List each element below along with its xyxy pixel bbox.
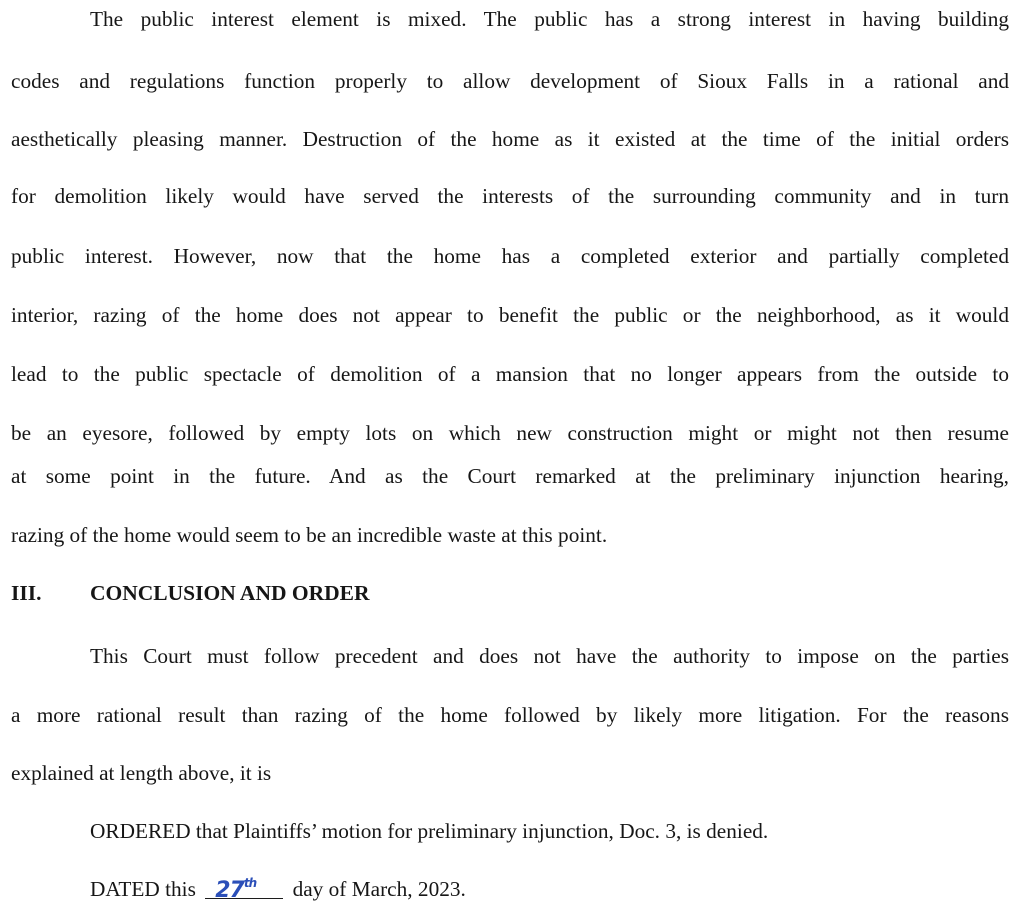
- paragraph-line: lead to the public spectacle of demolition of a mansion that no longer appears from the outside to: [11, 362, 1009, 386]
- paragraph-line: codes and regulations function properly to allow development of Sioux Falls in a rational and: [11, 69, 1009, 93]
- dated-suffix: day of March, 2023.: [292, 877, 466, 901]
- paragraph-line: aesthetically pleasing manner. Destruction of the home as it existed at the time of the initial orders: [11, 127, 1009, 151]
- paragraph-line: be an eyesore, followed by empty lots on which new construction might or might not then resume: [11, 421, 1009, 445]
- paragraph-line-last: explained at length above, it is: [11, 761, 272, 785]
- handwritten-day: 27th: [215, 876, 257, 903]
- order-statement: ORDERED that Plaintiffs’ motion for preliminary injunction, Doc. 3, is denied.: [90, 819, 769, 843]
- paragraph-line: public interest. However, now that the home has a completed exterior and partially completed: [11, 244, 1009, 268]
- signature-date-blank: [205, 876, 283, 903]
- paragraph-line: The public interest element is mixed. The public has a strong interest in having building: [90, 7, 1009, 31]
- paragraph-line: interior, razing of the home does not appear to benefit the public or the neighborhood, as it would: [11, 303, 1009, 327]
- paragraph-line: a more rational result than razing of the home followed by likely more litigation. For the reasons: [11, 703, 1009, 727]
- paragraph-line: This Court must follow precedent and does not have the authority to impose on the parties: [90, 644, 1009, 668]
- dated-prefix: DATED this: [90, 877, 196, 901]
- paragraph-line: for demolition likely would have served the interests of the surrounding community and in turn: [11, 184, 1009, 208]
- dated-line: [90, 876, 466, 902]
- section-title: CONCLUSION AND ORDER: [90, 581, 370, 605]
- paragraph-line: at some point in the future. And as the Court remarked at the preliminary injunction hearing,: [11, 464, 1009, 488]
- section-number: III.: [11, 581, 42, 605]
- paragraph-line-last: razing of the home would seem to be an incredible waste at this point.: [11, 523, 608, 547]
- section-heading: [11, 580, 370, 606]
